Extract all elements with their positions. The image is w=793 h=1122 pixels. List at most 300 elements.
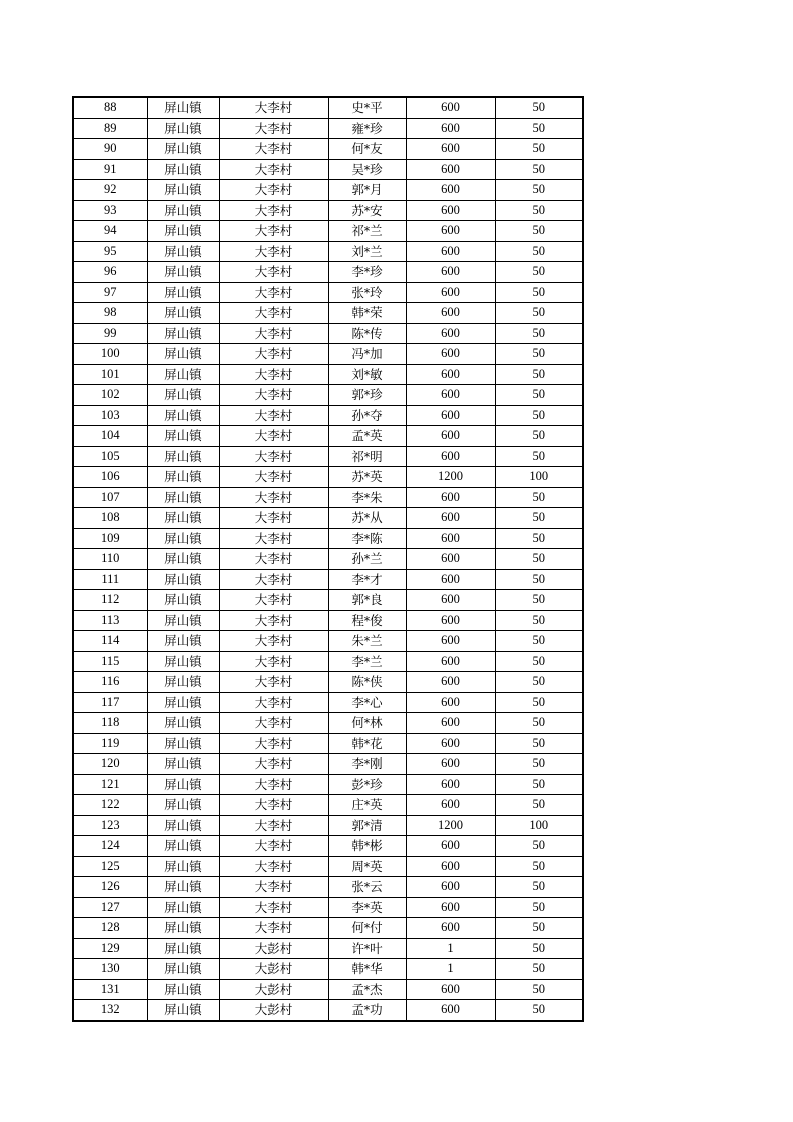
town-cell: 屏山镇 bbox=[147, 897, 219, 918]
row-number-cell: 90 bbox=[73, 139, 147, 160]
village-cell: 大李村 bbox=[219, 262, 328, 283]
name-cell: 韩*荣 bbox=[328, 303, 406, 324]
name-cell: 吴*珍 bbox=[328, 159, 406, 180]
town-cell: 屏山镇 bbox=[147, 795, 219, 816]
town-cell: 屏山镇 bbox=[147, 385, 219, 406]
name-cell: 许*叶 bbox=[328, 938, 406, 959]
table-body bbox=[73, 97, 583, 1021]
table-row bbox=[73, 1000, 583, 1021]
village-cell: 大李村 bbox=[219, 795, 328, 816]
village-cell: 大彭村 bbox=[219, 938, 328, 959]
town-cell: 屏山镇 bbox=[147, 610, 219, 631]
count-cell: 50 bbox=[495, 713, 583, 734]
name-cell: 何*林 bbox=[328, 713, 406, 734]
row-number-cell: 89 bbox=[73, 118, 147, 139]
amount-cell: 600 bbox=[406, 856, 495, 877]
count-cell: 100 bbox=[495, 815, 583, 836]
village-cell: 大李村 bbox=[219, 364, 328, 385]
town-cell: 屏山镇 bbox=[147, 590, 219, 611]
town-cell: 屏山镇 bbox=[147, 508, 219, 529]
amount-cell: 600 bbox=[406, 549, 495, 570]
name-cell: 孟*英 bbox=[328, 426, 406, 447]
row-number-cell: 120 bbox=[73, 754, 147, 775]
name-cell: 郭*清 bbox=[328, 815, 406, 836]
count-cell: 50 bbox=[495, 938, 583, 959]
table-row bbox=[73, 364, 583, 385]
town-cell: 屏山镇 bbox=[147, 200, 219, 221]
row-number-cell: 98 bbox=[73, 303, 147, 324]
count-cell: 50 bbox=[495, 651, 583, 672]
town-cell: 屏山镇 bbox=[147, 549, 219, 570]
table-row bbox=[73, 508, 583, 529]
village-cell: 大李村 bbox=[219, 241, 328, 262]
row-number-cell: 91 bbox=[73, 159, 147, 180]
name-cell: 苏*安 bbox=[328, 200, 406, 221]
table-row bbox=[73, 405, 583, 426]
row-number-cell: 108 bbox=[73, 508, 147, 529]
village-cell: 大彭村 bbox=[219, 959, 328, 980]
table-row bbox=[73, 200, 583, 221]
village-cell: 大李村 bbox=[219, 97, 328, 118]
name-cell: 刘*敏 bbox=[328, 364, 406, 385]
count-cell: 50 bbox=[495, 733, 583, 754]
table-row bbox=[73, 446, 583, 467]
row-number-cell: 119 bbox=[73, 733, 147, 754]
count-cell: 100 bbox=[495, 467, 583, 488]
name-cell: 郭*良 bbox=[328, 590, 406, 611]
table-row bbox=[73, 528, 583, 549]
row-number-cell: 123 bbox=[73, 815, 147, 836]
village-cell: 大李村 bbox=[219, 159, 328, 180]
row-number-cell: 104 bbox=[73, 426, 147, 447]
amount-cell: 600 bbox=[406, 344, 495, 365]
town-cell: 屏山镇 bbox=[147, 672, 219, 693]
amount-cell: 1200 bbox=[406, 467, 495, 488]
row-number-cell: 103 bbox=[73, 405, 147, 426]
count-cell: 50 bbox=[495, 221, 583, 242]
row-number-cell: 111 bbox=[73, 569, 147, 590]
amount-cell: 600 bbox=[406, 631, 495, 652]
village-cell: 大李村 bbox=[219, 774, 328, 795]
table-row bbox=[73, 385, 583, 406]
amount-cell: 600 bbox=[406, 303, 495, 324]
amount-cell: 600 bbox=[406, 139, 495, 160]
amount-cell: 600 bbox=[406, 877, 495, 898]
village-cell: 大李村 bbox=[219, 754, 328, 775]
amount-cell: 600 bbox=[406, 610, 495, 631]
row-number-cell: 126 bbox=[73, 877, 147, 898]
table-row bbox=[73, 262, 583, 283]
row-number-cell: 102 bbox=[73, 385, 147, 406]
amount-cell: 600 bbox=[406, 118, 495, 139]
town-cell: 屏山镇 bbox=[147, 97, 219, 118]
town-cell: 屏山镇 bbox=[147, 467, 219, 488]
count-cell: 50 bbox=[495, 897, 583, 918]
count-cell: 50 bbox=[495, 528, 583, 549]
town-cell: 屏山镇 bbox=[147, 569, 219, 590]
name-cell: 何*友 bbox=[328, 139, 406, 160]
amount-cell: 600 bbox=[406, 159, 495, 180]
amount-cell: 600 bbox=[406, 364, 495, 385]
town-cell: 屏山镇 bbox=[147, 713, 219, 734]
name-cell: 何*付 bbox=[328, 918, 406, 939]
village-cell: 大李村 bbox=[219, 344, 328, 365]
town-cell: 屏山镇 bbox=[147, 303, 219, 324]
row-number-cell: 97 bbox=[73, 282, 147, 303]
name-cell: 李*珍 bbox=[328, 262, 406, 283]
count-cell: 50 bbox=[495, 303, 583, 324]
village-cell: 大李村 bbox=[219, 221, 328, 242]
village-cell: 大李村 bbox=[219, 856, 328, 877]
name-cell: 史*平 bbox=[328, 97, 406, 118]
table-row bbox=[73, 631, 583, 652]
town-cell: 屏山镇 bbox=[147, 180, 219, 201]
table-row bbox=[73, 180, 583, 201]
count-cell: 50 bbox=[495, 610, 583, 631]
town-cell: 屏山镇 bbox=[147, 118, 219, 139]
village-cell: 大李村 bbox=[219, 426, 328, 447]
count-cell: 50 bbox=[495, 344, 583, 365]
count-cell: 50 bbox=[495, 241, 583, 262]
table-row bbox=[73, 754, 583, 775]
amount-cell: 600 bbox=[406, 897, 495, 918]
table-row bbox=[73, 303, 583, 324]
row-number-cell: 124 bbox=[73, 836, 147, 857]
amount-cell: 600 bbox=[406, 774, 495, 795]
name-cell: 祁*兰 bbox=[328, 221, 406, 242]
village-cell: 大李村 bbox=[219, 549, 328, 570]
count-cell: 50 bbox=[495, 200, 583, 221]
row-number-cell: 94 bbox=[73, 221, 147, 242]
row-number-cell: 88 bbox=[73, 97, 147, 118]
row-number-cell: 129 bbox=[73, 938, 147, 959]
row-number-cell: 110 bbox=[73, 549, 147, 570]
village-cell: 大李村 bbox=[219, 692, 328, 713]
amount-cell: 600 bbox=[406, 672, 495, 693]
village-cell: 大李村 bbox=[219, 610, 328, 631]
table-row bbox=[73, 323, 583, 344]
row-number-cell: 105 bbox=[73, 446, 147, 467]
count-cell: 50 bbox=[495, 979, 583, 1000]
row-number-cell: 121 bbox=[73, 774, 147, 795]
name-cell: 郭*月 bbox=[328, 180, 406, 201]
town-cell: 屏山镇 bbox=[147, 487, 219, 508]
village-cell: 大李村 bbox=[219, 815, 328, 836]
village-cell: 大李村 bbox=[219, 836, 328, 857]
amount-cell: 600 bbox=[406, 713, 495, 734]
village-cell: 大李村 bbox=[219, 139, 328, 160]
village-cell: 大李村 bbox=[219, 672, 328, 693]
town-cell: 屏山镇 bbox=[147, 692, 219, 713]
row-number-cell: 117 bbox=[73, 692, 147, 713]
name-cell: 雍*珍 bbox=[328, 118, 406, 139]
count-cell: 50 bbox=[495, 918, 583, 939]
count-cell: 50 bbox=[495, 754, 583, 775]
village-cell: 大彭村 bbox=[219, 1000, 328, 1021]
amount-cell: 600 bbox=[406, 733, 495, 754]
row-number-cell: 109 bbox=[73, 528, 147, 549]
row-number-cell: 95 bbox=[73, 241, 147, 262]
town-cell: 屏山镇 bbox=[147, 159, 219, 180]
town-cell: 屏山镇 bbox=[147, 774, 219, 795]
table-row bbox=[73, 159, 583, 180]
row-number-cell: 130 bbox=[73, 959, 147, 980]
name-cell: 陈*传 bbox=[328, 323, 406, 344]
table-row bbox=[73, 97, 583, 118]
village-cell: 大李村 bbox=[219, 467, 328, 488]
village-cell: 大李村 bbox=[219, 877, 328, 898]
table-row bbox=[73, 118, 583, 139]
village-cell: 大李村 bbox=[219, 733, 328, 754]
name-cell: 孟*杰 bbox=[328, 979, 406, 1000]
town-cell: 屏山镇 bbox=[147, 938, 219, 959]
village-cell: 大李村 bbox=[219, 631, 328, 652]
town-cell: 屏山镇 bbox=[147, 446, 219, 467]
name-cell: 程*俊 bbox=[328, 610, 406, 631]
row-number-cell: 101 bbox=[73, 364, 147, 385]
amount-cell: 600 bbox=[406, 651, 495, 672]
town-cell: 屏山镇 bbox=[147, 1000, 219, 1021]
amount-cell: 600 bbox=[406, 262, 495, 283]
amount-cell: 600 bbox=[406, 508, 495, 529]
name-cell: 李*心 bbox=[328, 692, 406, 713]
table-row bbox=[73, 918, 583, 939]
amount-cell: 600 bbox=[406, 97, 495, 118]
village-cell: 大彭村 bbox=[219, 979, 328, 1000]
village-cell: 大李村 bbox=[219, 508, 328, 529]
town-cell: 屏山镇 bbox=[147, 815, 219, 836]
name-cell: 李*朱 bbox=[328, 487, 406, 508]
name-cell: 庄*英 bbox=[328, 795, 406, 816]
row-number-cell: 106 bbox=[73, 467, 147, 488]
village-cell: 大李村 bbox=[219, 528, 328, 549]
table-row bbox=[73, 815, 583, 836]
amount-cell: 1 bbox=[406, 938, 495, 959]
count-cell: 50 bbox=[495, 959, 583, 980]
amount-cell: 600 bbox=[406, 528, 495, 549]
amount-cell: 600 bbox=[406, 754, 495, 775]
table-row bbox=[73, 877, 583, 898]
table-row bbox=[73, 856, 583, 877]
table-row bbox=[73, 590, 583, 611]
name-cell: 李*刚 bbox=[328, 754, 406, 775]
table-row bbox=[73, 774, 583, 795]
town-cell: 屏山镇 bbox=[147, 918, 219, 939]
village-cell: 大李村 bbox=[219, 405, 328, 426]
count-cell: 50 bbox=[495, 856, 583, 877]
amount-cell: 1 bbox=[406, 959, 495, 980]
row-number-cell: 100 bbox=[73, 344, 147, 365]
name-cell: 周*英 bbox=[328, 856, 406, 877]
row-number-cell: 132 bbox=[73, 1000, 147, 1021]
town-cell: 屏山镇 bbox=[147, 959, 219, 980]
row-number-cell: 107 bbox=[73, 487, 147, 508]
town-cell: 屏山镇 bbox=[147, 364, 219, 385]
village-cell: 大李村 bbox=[219, 303, 328, 324]
count-cell: 50 bbox=[495, 446, 583, 467]
count-cell: 50 bbox=[495, 692, 583, 713]
amount-cell: 600 bbox=[406, 569, 495, 590]
name-cell: 苏*从 bbox=[328, 508, 406, 529]
table-row bbox=[73, 549, 583, 570]
name-cell: 李*英 bbox=[328, 897, 406, 918]
count-cell: 50 bbox=[495, 836, 583, 857]
village-cell: 大李村 bbox=[219, 590, 328, 611]
town-cell: 屏山镇 bbox=[147, 262, 219, 283]
amount-cell: 600 bbox=[406, 590, 495, 611]
name-cell: 孙*兰 bbox=[328, 549, 406, 570]
count-cell: 50 bbox=[495, 139, 583, 160]
village-cell: 大李村 bbox=[219, 487, 328, 508]
row-number-cell: 127 bbox=[73, 897, 147, 918]
town-cell: 屏山镇 bbox=[147, 754, 219, 775]
name-cell: 韩*花 bbox=[328, 733, 406, 754]
town-cell: 屏山镇 bbox=[147, 979, 219, 1000]
count-cell: 50 bbox=[495, 774, 583, 795]
table-row bbox=[73, 979, 583, 1000]
name-cell: 冯*加 bbox=[328, 344, 406, 365]
count-cell: 50 bbox=[495, 549, 583, 570]
table-row bbox=[73, 487, 583, 508]
village-cell: 大李村 bbox=[219, 282, 328, 303]
name-cell: 苏*英 bbox=[328, 467, 406, 488]
count-cell: 50 bbox=[495, 262, 583, 283]
name-cell: 祁*明 bbox=[328, 446, 406, 467]
count-cell: 50 bbox=[495, 795, 583, 816]
table-row bbox=[73, 672, 583, 693]
table-row bbox=[73, 221, 583, 242]
table-row bbox=[73, 241, 583, 262]
town-cell: 屏山镇 bbox=[147, 139, 219, 160]
amount-cell: 600 bbox=[406, 979, 495, 1000]
town-cell: 屏山镇 bbox=[147, 528, 219, 549]
amount-cell: 600 bbox=[406, 323, 495, 344]
count-cell: 50 bbox=[495, 282, 583, 303]
town-cell: 屏山镇 bbox=[147, 282, 219, 303]
town-cell: 屏山镇 bbox=[147, 241, 219, 262]
village-cell: 大李村 bbox=[219, 651, 328, 672]
name-cell: 刘*兰 bbox=[328, 241, 406, 262]
village-cell: 大李村 bbox=[219, 446, 328, 467]
town-cell: 屏山镇 bbox=[147, 405, 219, 426]
data-table bbox=[72, 96, 584, 1022]
row-number-cell: 96 bbox=[73, 262, 147, 283]
name-cell: 李*陈 bbox=[328, 528, 406, 549]
count-cell: 50 bbox=[495, 1000, 583, 1021]
village-cell: 大李村 bbox=[219, 713, 328, 734]
amount-cell: 600 bbox=[406, 405, 495, 426]
row-number-cell: 128 bbox=[73, 918, 147, 939]
village-cell: 大李村 bbox=[219, 897, 328, 918]
village-cell: 大李村 bbox=[219, 385, 328, 406]
count-cell: 50 bbox=[495, 426, 583, 447]
amount-cell: 600 bbox=[406, 426, 495, 447]
count-cell: 50 bbox=[495, 323, 583, 344]
table-row bbox=[73, 795, 583, 816]
table-row bbox=[73, 651, 583, 672]
amount-cell: 1200 bbox=[406, 815, 495, 836]
town-cell: 屏山镇 bbox=[147, 733, 219, 754]
count-cell: 50 bbox=[495, 631, 583, 652]
town-cell: 屏山镇 bbox=[147, 631, 219, 652]
table-row bbox=[73, 713, 583, 734]
count-cell: 50 bbox=[495, 159, 583, 180]
village-cell: 大李村 bbox=[219, 918, 328, 939]
table-row bbox=[73, 569, 583, 590]
table-row bbox=[73, 897, 583, 918]
row-number-cell: 114 bbox=[73, 631, 147, 652]
village-cell: 大李村 bbox=[219, 118, 328, 139]
name-cell: 陈*侠 bbox=[328, 672, 406, 693]
row-number-cell: 112 bbox=[73, 590, 147, 611]
count-cell: 50 bbox=[495, 569, 583, 590]
amount-cell: 600 bbox=[406, 221, 495, 242]
table-row bbox=[73, 467, 583, 488]
amount-cell: 600 bbox=[406, 385, 495, 406]
count-cell: 50 bbox=[495, 672, 583, 693]
row-number-cell: 116 bbox=[73, 672, 147, 693]
table-row bbox=[73, 426, 583, 447]
table-row bbox=[73, 938, 583, 959]
name-cell: 韩*彬 bbox=[328, 836, 406, 857]
name-cell: 孙*夺 bbox=[328, 405, 406, 426]
count-cell: 50 bbox=[495, 405, 583, 426]
town-cell: 屏山镇 bbox=[147, 344, 219, 365]
amount-cell: 600 bbox=[406, 241, 495, 262]
amount-cell: 600 bbox=[406, 487, 495, 508]
table-row bbox=[73, 139, 583, 160]
town-cell: 屏山镇 bbox=[147, 323, 219, 344]
village-cell: 大李村 bbox=[219, 180, 328, 201]
town-cell: 屏山镇 bbox=[147, 651, 219, 672]
row-number-cell: 118 bbox=[73, 713, 147, 734]
amount-cell: 600 bbox=[406, 692, 495, 713]
amount-cell: 600 bbox=[406, 446, 495, 467]
town-cell: 屏山镇 bbox=[147, 877, 219, 898]
count-cell: 50 bbox=[495, 487, 583, 508]
table-row bbox=[73, 692, 583, 713]
count-cell: 50 bbox=[495, 590, 583, 611]
count-cell: 50 bbox=[495, 877, 583, 898]
name-cell: 张*云 bbox=[328, 877, 406, 898]
table-row bbox=[73, 836, 583, 857]
name-cell: 孟*功 bbox=[328, 1000, 406, 1021]
name-cell: 李*才 bbox=[328, 569, 406, 590]
count-cell: 50 bbox=[495, 118, 583, 139]
amount-cell: 600 bbox=[406, 918, 495, 939]
row-number-cell: 122 bbox=[73, 795, 147, 816]
amount-cell: 600 bbox=[406, 795, 495, 816]
name-cell: 张*玲 bbox=[328, 282, 406, 303]
town-cell: 屏山镇 bbox=[147, 221, 219, 242]
row-number-cell: 131 bbox=[73, 979, 147, 1000]
count-cell: 50 bbox=[495, 364, 583, 385]
table-row bbox=[73, 733, 583, 754]
table-row bbox=[73, 344, 583, 365]
row-number-cell: 93 bbox=[73, 200, 147, 221]
row-number-cell: 92 bbox=[73, 180, 147, 201]
name-cell: 彭*珍 bbox=[328, 774, 406, 795]
count-cell: 50 bbox=[495, 180, 583, 201]
village-cell: 大李村 bbox=[219, 323, 328, 344]
row-number-cell: 125 bbox=[73, 856, 147, 877]
amount-cell: 600 bbox=[406, 836, 495, 857]
row-number-cell: 113 bbox=[73, 610, 147, 631]
amount-cell: 600 bbox=[406, 282, 495, 303]
count-cell: 50 bbox=[495, 508, 583, 529]
row-number-cell: 115 bbox=[73, 651, 147, 672]
row-number-cell: 99 bbox=[73, 323, 147, 344]
